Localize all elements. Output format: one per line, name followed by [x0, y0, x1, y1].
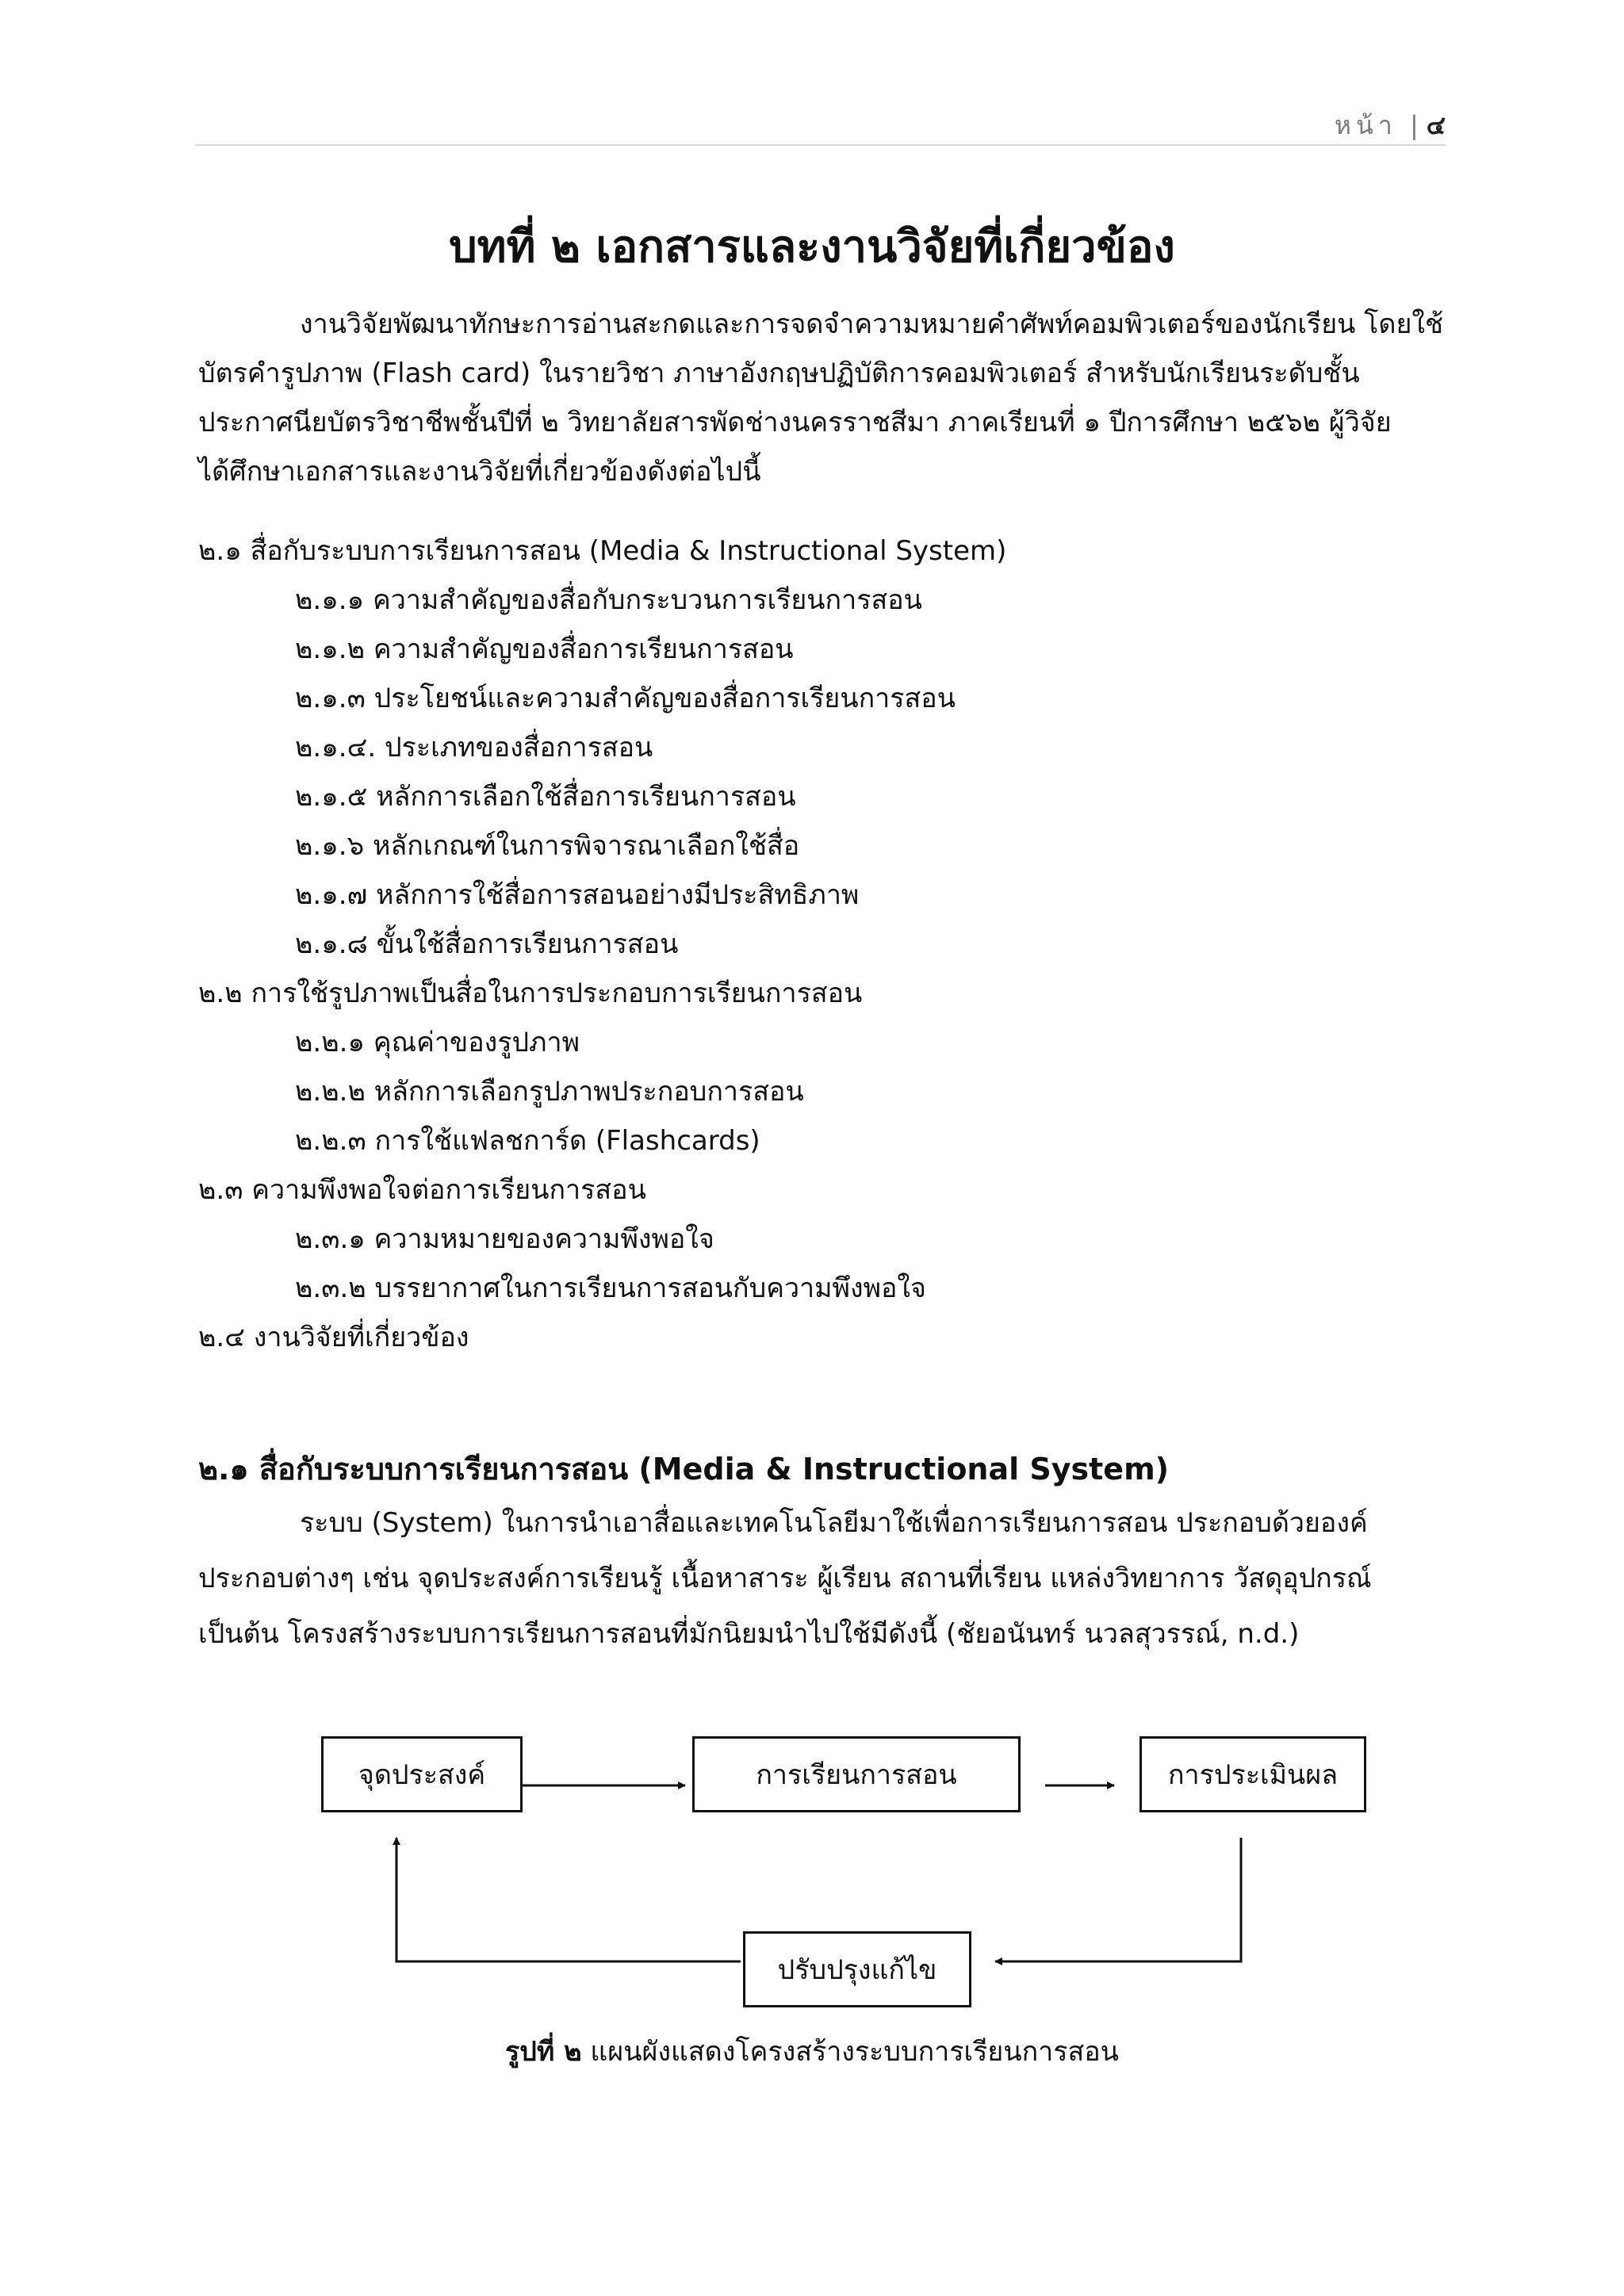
improvement-label: ปรับปรุงแก้ไข	[777, 1954, 937, 1986]
page-number: ๔	[1426, 110, 1446, 140]
header-separator: |	[1410, 110, 1423, 140]
toc-item-2-1: ๒.๑ สื่อกับระบบการเรียนการสอน (Media & Instructional System)	[198, 535, 1007, 567]
toc-item-2-1-7: ๒.๑.๗ หลักการใช้สื่อการสอนอย่างมีประสิทธิภาพ	[295, 879, 860, 911]
toc-item-2-1-3: ๒.๑.๓ ประโยชน์และความสำคัญของสื่อการเรียนการสอน	[295, 683, 956, 714]
arrow-improvement-to-objective	[396, 1838, 741, 1961]
intro-line-2: บัตรคำรูปภาพ (Flash card) ในรายวิชา ภาษาอังกฤษปฏิบัติการคอมพิวเตอร์ สำหรับนักเรียนระดับชั้น	[198, 358, 1360, 389]
objective-label: จุดประสงค์	[358, 1759, 486, 1791]
section-line-3: เป็นต้น โครงสร้างระบบการเรียนการสอนที่มักนิยมนำไปใช้มีดังนี้ (ชัยอนันทร์ นวลสุวรรณ์, n.d.)	[198, 1618, 1300, 1650]
toc-item-2-2-1: ๒.๒.๑ คุณค่าของรูปภาพ	[295, 1027, 580, 1058]
diagram-box-evaluation	[1139, 1736, 1366, 1812]
diagram-box-objective	[321, 1736, 523, 1812]
toc-item-2-1-2: ๒.๑.๒ ความสำคัญของสื่อการเรียนการสอน	[295, 633, 794, 665]
toc-item-2-2-2: ๒.๒.๒ หลักการเลือกรูปภาพประกอบการสอน	[295, 1076, 804, 1108]
toc-item-2-1-1: ๒.๑.๑ ความสำคัญของสื่อกับกระบวนการเรียนการสอน	[295, 584, 922, 616]
figure-caption-label: รูปที่ ๒	[505, 2036, 582, 2068]
section-line-1: ระบบ (System) ในการนำเอาสื่อและเทคโนโลยีมาใช้เพื่อการเรียนการสอน ประกอบด้วยองค์	[300, 1507, 1368, 1539]
section-heading: ๒.๑ สื่อกับระบบการเรียนการสอน (Media & Instructional System)	[198, 1452, 1170, 1487]
evaluation-label: การประเมินผล	[1167, 1759, 1339, 1791]
toc-item-2-4: ๒.๔ งานวิจัยที่เกี่ยวข้อง	[198, 1322, 469, 1353]
toc-item-2-3-2: ๒.๓.๒ บรรยากาศในการเรียนการสอนกับความพึงพอใจ	[295, 1272, 926, 1304]
toc-item-2-2: ๒.๒ การใช้รูปภาพเป็นสื่อในการประกอบการเรียนการสอน	[198, 978, 863, 1009]
toc-item-2-3-1: ๒.๓.๑ ความหมายของความพึงพอใจ	[295, 1223, 714, 1255]
toc-item-2-1-8: ๒.๑.๘ ขั้นใช้สื่อการเรียนการสอน	[295, 928, 679, 960]
diagram-box-teaching	[692, 1736, 1021, 1812]
figure-caption-text: แผนผังแสดงโครงสร้างระบบการเรียนการสอน	[581, 2036, 1119, 2068]
toc-item-2-1-5: ๒.๑.๕ หลักการเลือกใช้สื่อการเรียนการสอน	[295, 781, 796, 813]
toc-item-2-1-6: ๒.๑.๖ หลักเกณฑ์ในการพิจารณาเลือกใช้สื่อ	[295, 830, 800, 862]
diagram-box-improvement	[743, 1931, 971, 2007]
intro-line-4: ได้ศึกษาเอกสารและงานวิจัยที่เกี่ยวข้องดังต่อไปนี้	[198, 456, 761, 488]
intro-line-1: งานวิจัยพัฒนาทักษะการอ่านสะกดและการจดจำความหมายคำศัพท์คอมพิวเตอร์ของนักเรียน โดยใช้	[300, 308, 1444, 340]
toc-item-2-3: ๒.๓ ความพึงพอใจต่อการเรียนการสอน	[198, 1174, 646, 1206]
intro-line-3: ประกาศนียบัตรวิชาชีพชั้นปีที่ ๒ วิทยาลัยสารพัดช่างนครราชสีมา ภาคเรียนที่ ๑ ปีการศึกษา ๒๕๖๒ ผู้วิจัย	[198, 407, 1392, 438]
teaching-label: การเรียนการสอน	[756, 1759, 957, 1791]
figure-caption	[0, 2030, 1624, 2072]
section-line-2: ประกอบต่างๆ เช่น จุดประสงค์การเรียนรู้ เนื้อหาสาระ ผู้เรียน สถานที่เรียน แหล่งวิทยาการ วัสดุอุปกรณ์	[198, 1563, 1372, 1594]
toc-item-2-2-3: ๒.๒.๓ การใช้แฟลชการ์ด (Flashcards)	[295, 1125, 760, 1157]
page-word: หน้า	[1334, 110, 1397, 140]
arrow-evaluation-to-improvement	[995, 1838, 1241, 1961]
chapter-title: บทที่ ๒ เอกสารและงานวิจัยที่เกี่ยวข้อง	[449, 221, 1175, 273]
toc-item-2-1-4: ๒.๑.๔. ประเภทของสื่อการสอน	[295, 732, 653, 763]
